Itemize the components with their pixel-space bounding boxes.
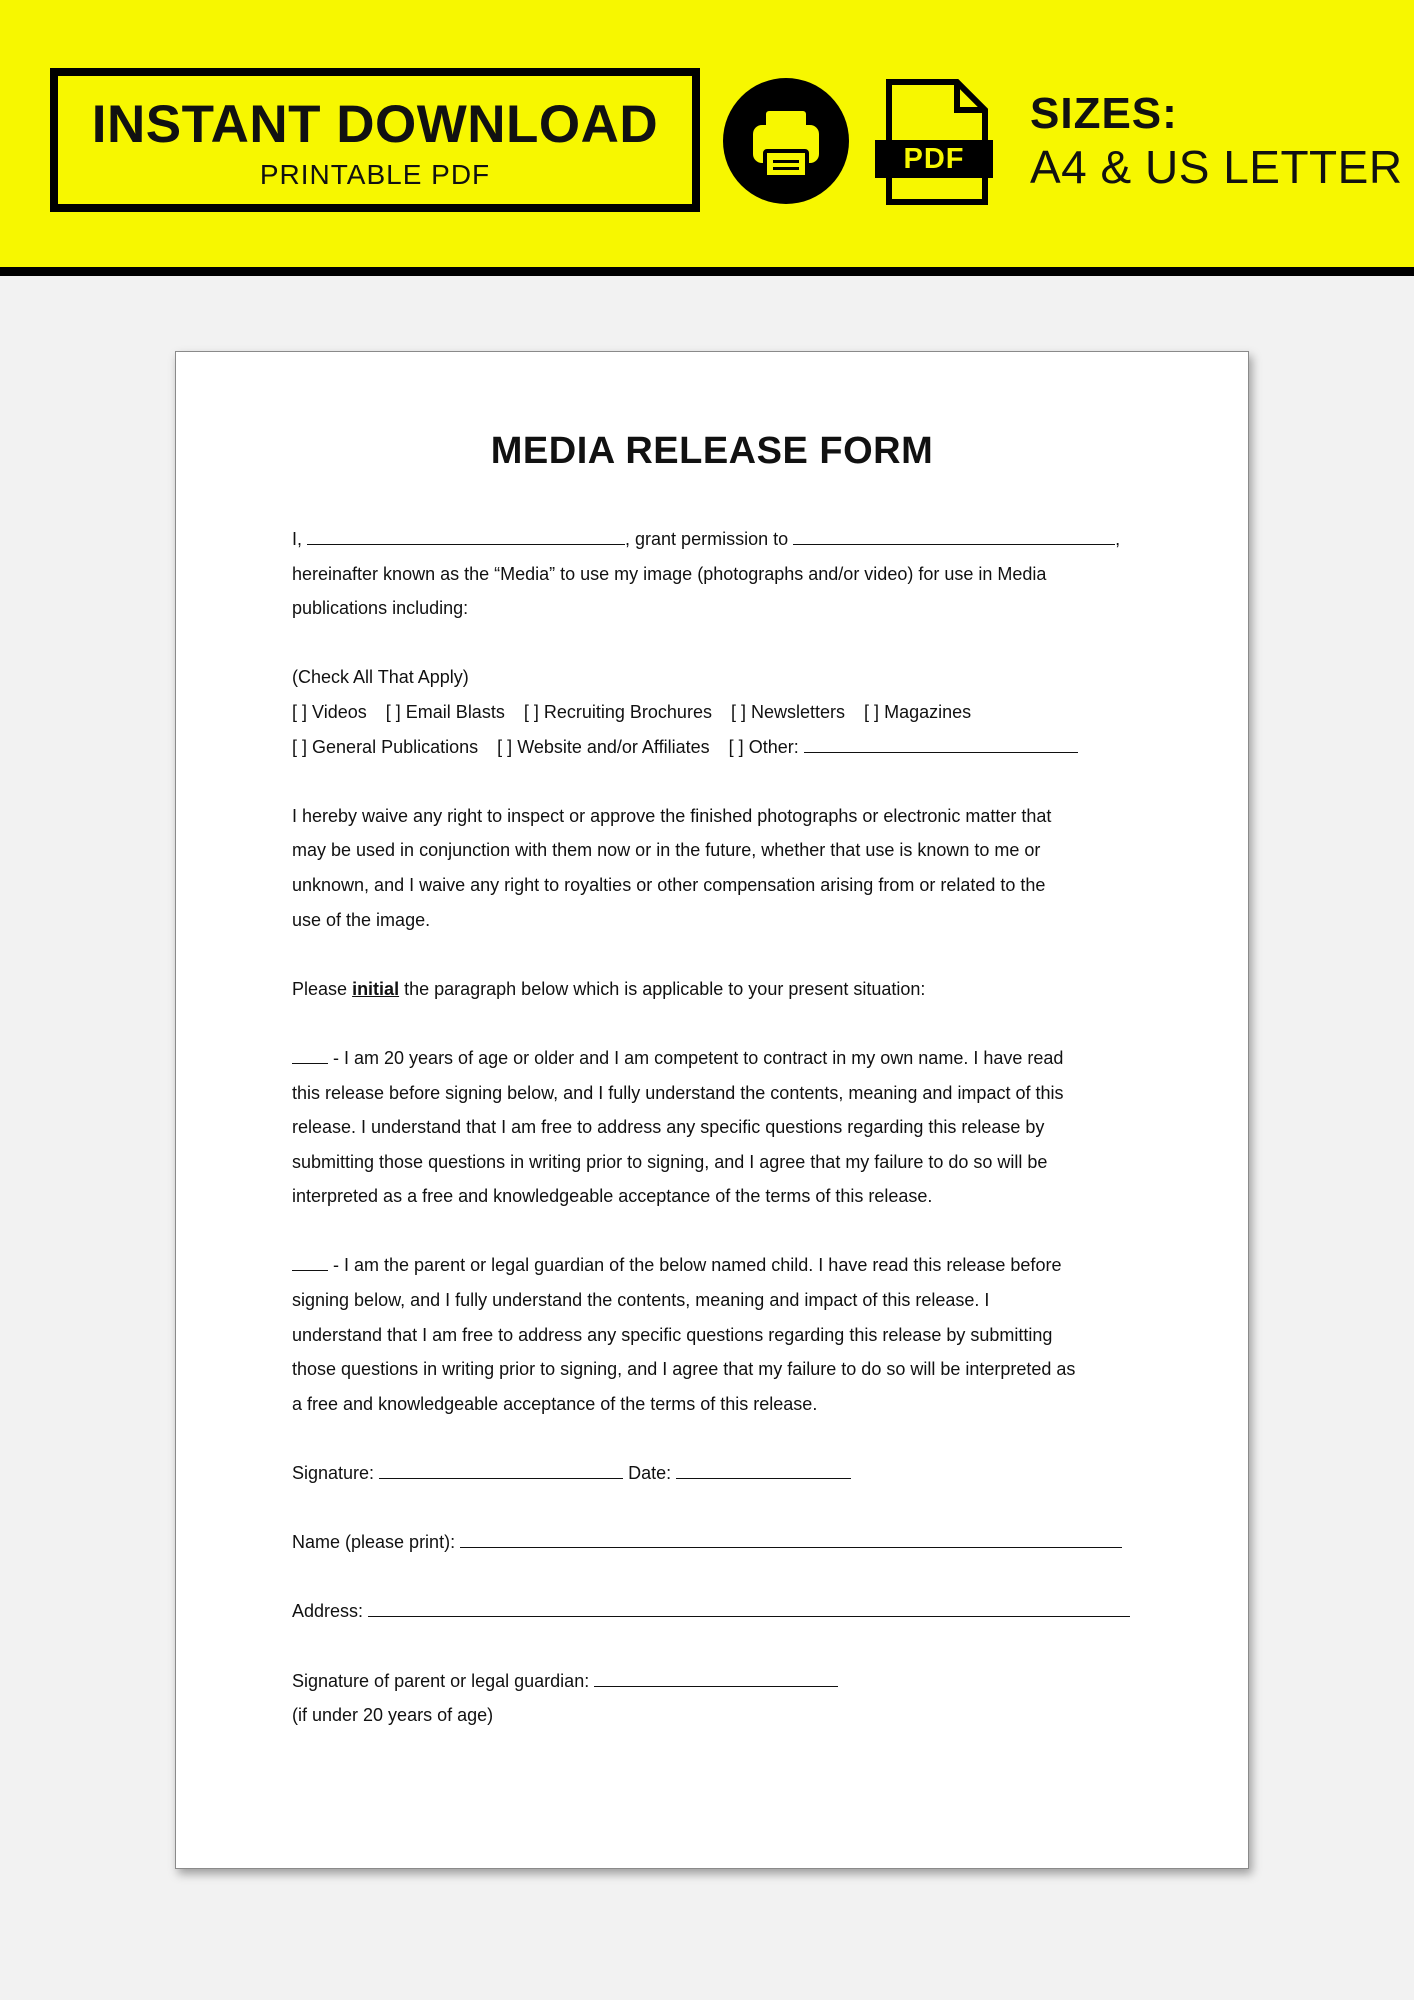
address-blank[interactable] bbox=[368, 1594, 1130, 1617]
adult-paragraph-line bbox=[292, 1041, 1152, 1076]
guardian-initial-blank[interactable] bbox=[292, 1248, 328, 1271]
form-page bbox=[175, 351, 1249, 1869]
check-heading: (Check All That Apply) bbox=[292, 667, 469, 688]
initial-prompt-before: Please bbox=[292, 978, 348, 999]
adult-paragraph-line: release. I understand that I am free to address any specific questions regarding this release by bbox=[292, 1117, 1045, 1138]
option-label: Website and/or Affiliates bbox=[517, 736, 710, 757]
intro-i-label: I, bbox=[292, 529, 303, 549]
sizes-label: SIZES: bbox=[1030, 89, 1178, 138]
option-label: Other: bbox=[748, 736, 799, 757]
option-label: Newsletters bbox=[751, 701, 846, 722]
pdf-badge-label: PDF bbox=[903, 143, 965, 175]
intro-line-3: publications including: bbox=[292, 598, 469, 619]
waiver-line: unknown, and I waive any right to royalties or other compensation arising from or related to the bbox=[292, 874, 1046, 895]
instant-download-title: INSTANT DOWNLOAD bbox=[91, 95, 659, 154]
checkbox-website-affiliates[interactable]: [ ] bbox=[497, 736, 513, 757]
guardian-signature-row bbox=[292, 1664, 1152, 1699]
guardian-signature-label: Signature of parent or legal guardian: bbox=[292, 1670, 590, 1691]
form-body bbox=[292, 522, 1152, 1733]
checkbox-videos[interactable]: [ ] bbox=[292, 701, 308, 722]
adult-paragraph-line: interpreted as a free and knowledgeable acceptance of the terms of this release. bbox=[292, 1186, 933, 1207]
grantee-blank[interactable] bbox=[793, 522, 1115, 545]
adult-initial-blank[interactable] bbox=[292, 1041, 328, 1064]
checkbox-recruiting-brochures[interactable]: [ ] bbox=[523, 701, 539, 722]
initial-prompt-after: the paragraph below which is applicable to your present situation: bbox=[404, 978, 926, 999]
signature-label: Signature: bbox=[292, 1463, 375, 1484]
name-print-blank[interactable] bbox=[460, 1525, 1122, 1548]
guardian-note: (if under 20 years of age) bbox=[292, 1705, 494, 1726]
date-label: Date: bbox=[628, 1463, 672, 1484]
guardian-signature-blank[interactable] bbox=[594, 1664, 838, 1687]
address-label: Address: bbox=[292, 1601, 364, 1622]
sizes-info bbox=[1030, 89, 1403, 193]
option-label: General Publications bbox=[312, 736, 479, 757]
checkbox-newsletters[interactable]: [ ] bbox=[730, 701, 746, 722]
adult-paragraph-line: this release before signing below, and I fully understand the contents, meaning and impact of this bbox=[292, 1082, 1064, 1103]
adult-paragraph-line: submitting those questions in writing prior to signing, and I agree that my failure to do so will be bbox=[292, 1151, 1048, 1172]
intro-line-2: hereinafter known as the “Media” to use my image (photographs and/or video) for use in Media bbox=[292, 563, 1047, 584]
name-blank[interactable] bbox=[307, 522, 625, 545]
address-row bbox=[292, 1594, 1152, 1629]
name-label: Name (please print): bbox=[292, 1532, 456, 1553]
grant-permission-label: , grant permission to bbox=[625, 529, 789, 549]
adult-paragraph-text: - I am 20 years of age or older and I am competent to contract in my own name. I have read bbox=[333, 1047, 1064, 1068]
date-blank[interactable] bbox=[676, 1456, 851, 1479]
checkbox-magazines[interactable]: [ ] bbox=[864, 701, 880, 722]
option-label: Recruiting Brochures bbox=[543, 701, 712, 722]
other-blank[interactable] bbox=[804, 730, 1078, 753]
guardian-paragraph-line: those questions in writing prior to signing, and I agree that my failure to do so will be interpreted as bbox=[292, 1359, 1076, 1380]
checkbox-email-blasts[interactable]: [ ] bbox=[385, 701, 401, 722]
signature-blank[interactable] bbox=[379, 1456, 623, 1479]
guardian-paragraph-line: a free and knowledgeable acceptance of the terms of this release. bbox=[292, 1393, 818, 1414]
sizes-value: A4 & US LETTER bbox=[1030, 141, 1403, 193]
promo-banner bbox=[0, 0, 1414, 276]
initial-prompt bbox=[292, 972, 1152, 1007]
waiver-line: use of the image. bbox=[292, 909, 431, 930]
guardian-paragraph-line bbox=[292, 1248, 1152, 1283]
intro-line-1 bbox=[292, 522, 1152, 557]
waiver-line: I hereby waive any right to inspect or approve the finished photographs or electronic matter that bbox=[292, 805, 1052, 826]
initial-word: initial bbox=[352, 978, 400, 999]
guardian-paragraph-text: - I am the parent or legal guardian of the below named child. I have read this release before bbox=[333, 1255, 1062, 1276]
guardian-paragraph-line: understand that I am free to address any specific questions regarding this release by submitting bbox=[292, 1324, 1053, 1345]
checkbox-other[interactable]: [ ] bbox=[728, 736, 744, 757]
checkbox-row-2 bbox=[292, 730, 1152, 765]
printable-pdf-subtitle: PRINTABLE PDF bbox=[259, 159, 491, 190]
waiver-line: may be used in conjunction with them now or in the future, whether that use is known to me or bbox=[292, 840, 1041, 861]
checkbox-row-1 bbox=[292, 695, 1152, 730]
guardian-paragraph-line: signing below, and I fully understand the contents, meaning and impact of this release. I bbox=[292, 1290, 990, 1311]
pdf-file-icon bbox=[873, 78, 993, 206]
option-label: Email Blasts bbox=[405, 701, 505, 722]
printer-icon bbox=[723, 78, 849, 204]
option-label: Videos bbox=[312, 701, 367, 722]
instant-download-box bbox=[50, 68, 700, 212]
intro-comma: , bbox=[1115, 529, 1121, 549]
name-row bbox=[292, 1525, 1152, 1560]
signature-date-row bbox=[292, 1456, 1152, 1491]
option-label: Magazines bbox=[884, 701, 972, 722]
form-title: MEDIA RELEASE FORM bbox=[490, 430, 934, 472]
checkbox-general-publications[interactable]: [ ] bbox=[292, 736, 308, 757]
